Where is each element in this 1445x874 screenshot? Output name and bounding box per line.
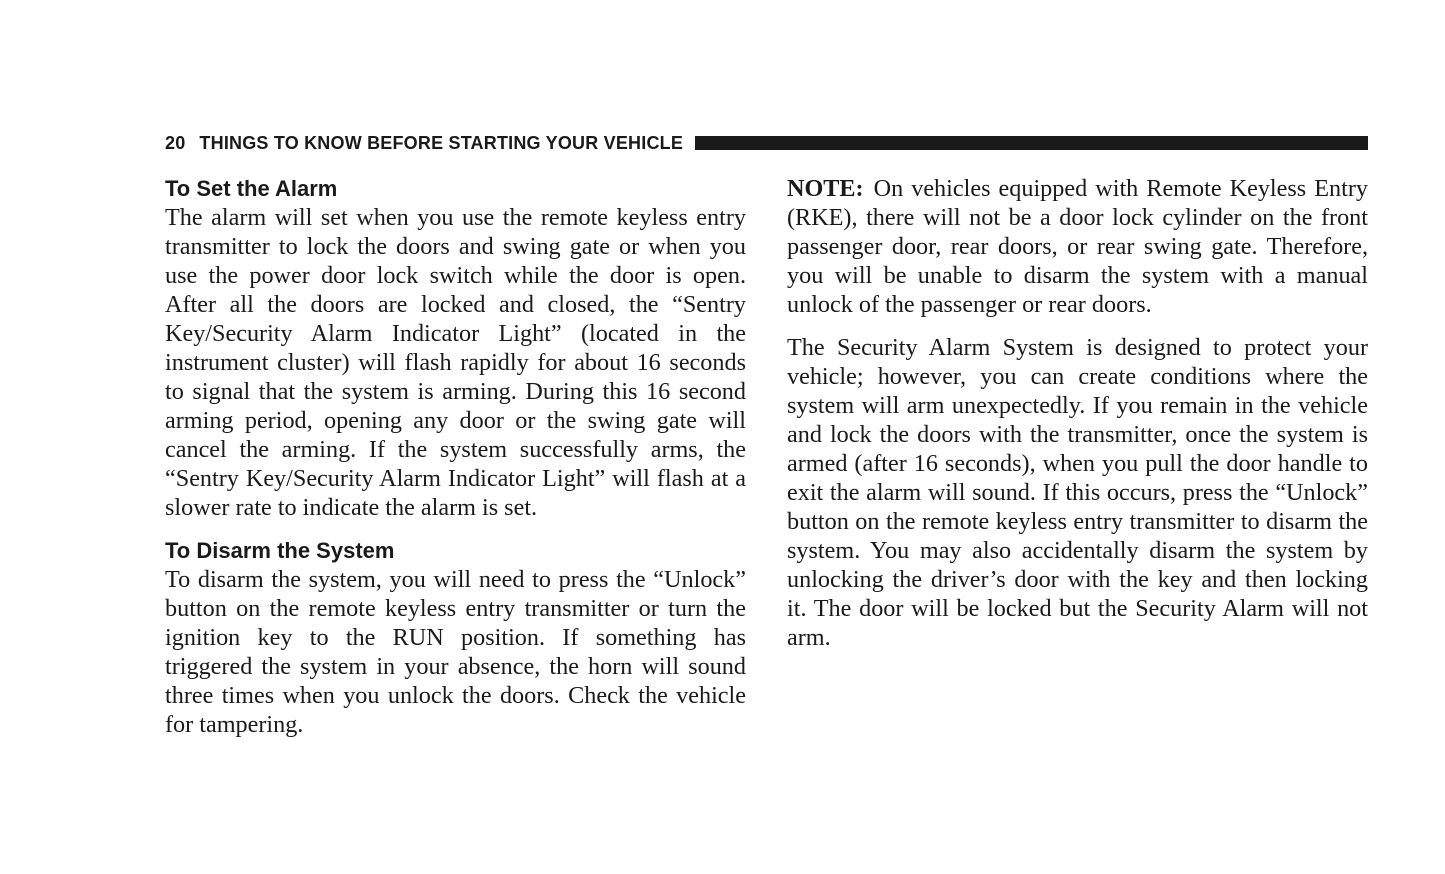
set-alarm-body: The alarm will set when you use the remote keyless entry transmitter to lock the doors and swing gate or when you use the power door lock switch while the door is open. After all the doors are locked and closed, the “Sentry Key/Security Alarm Indicator Light” (located in the instrument cluster) will flash rapidly for about 16 seconds to signal that the system is arming. During this 16 second arming period, opening any door or the swing gate will cancel the arming. If the system successfully arms, the “Sentry Key/Security Alarm Indicator Light” will flash at a slower rate to indicate the alarm is set. xyxy=(165,204,746,521)
set-alarm-heading: To Set the Alarm xyxy=(165,176,338,201)
page-header xyxy=(165,132,1368,154)
disarm-body: To disarm the system, you will need to press the “Unlock” button on the remote keyless entry transmitter or turn the ignition key to the RUN position. If something has triggered the system in your absence, the horn will sound three times when you unlock the doors. Check the vehicle for tampering. xyxy=(165,566,746,738)
left-column xyxy=(165,174,746,739)
page-number: 20 xyxy=(165,132,186,153)
disarm-heading: To Disarm the System xyxy=(165,538,395,563)
note-paragraph xyxy=(787,174,1368,319)
note-body: On vehicles equipped with Remote Keyless Entry (RKE), there will not be a door lock cylinder on the front passenger door, rear doors, or rear swing gate. Therefore, you will be unable to disarm the system with a manual unlock of the passenger or rear doors. xyxy=(787,175,1368,318)
right-column xyxy=(787,174,1368,652)
running-title: THINGS TO KNOW BEFORE STARTING YOUR VEHICLE xyxy=(199,132,684,153)
note-label: NOTE: xyxy=(787,175,864,202)
header-rule-bar xyxy=(695,136,1368,150)
security-alarm-paragraph: The Security Alarm System is designed to protect your vehicle; however, you can create conditions where the system will arm unexpectedly. If you remain in the vehicle and lock the doors with the transmitter, once the system is armed (after 16 seconds), when you pull the door handle to exit the alarm will sound. If this occurs, press the “Unlock” button on the remote keyless entry transmitter to disarm the system. You may also accidentally disarm the system by unlocking the driver’s door with the key and then locking it. The door will be locked but the Security Alarm will not arm. xyxy=(787,334,1368,651)
